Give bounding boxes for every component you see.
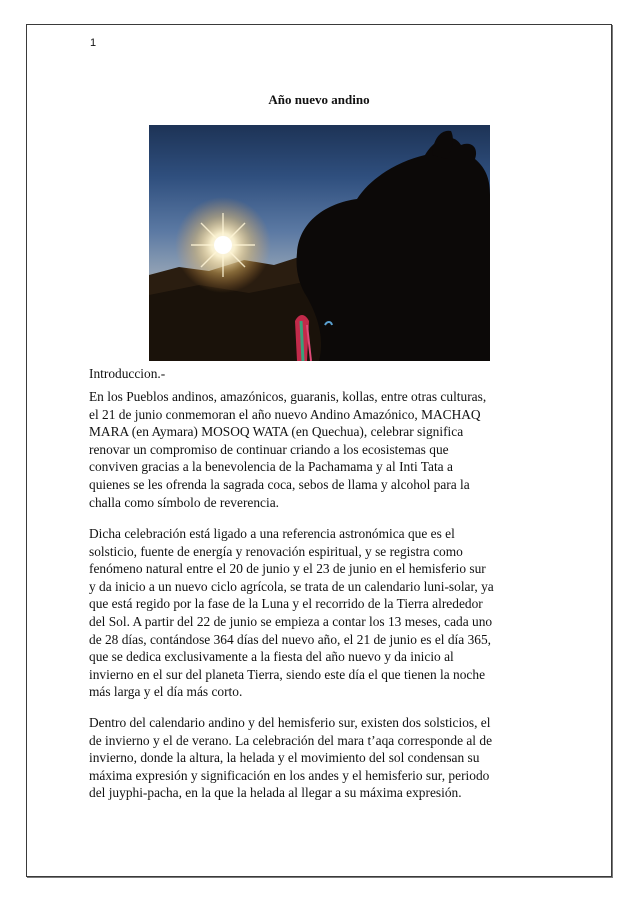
text-line: el 21 de junio conmemoran el año nuevo Andino Amazónico, MACHAQ — [89, 406, 481, 422]
text-line: En los Pueblos andinos, amazónicos, guaranis, kollas, entre otras culturas, — [89, 389, 487, 404]
text-line: conviven gracias a la benevolencia de la Pachamama y al Inti Tata a — [89, 459, 453, 475]
text-line: del Sol. A partir del 22 de junio se empieza a contar los 13 meses, cada uno — [89, 613, 493, 629]
paragraph-3 — [89, 714, 549, 802]
paragraph-2 — [89, 525, 549, 701]
text-line: invierno en el sur del planeta Tierra, siendo este día el que tienen la noche — [89, 666, 486, 682]
text-line: invierno, donde la altura, la helada y el movimiento del sol condensan su — [89, 750, 480, 766]
text-line: de invierno y el de verano. La celebración del mara t’aqa corresponde al de — [89, 732, 493, 748]
text-line: máxima expresión y significación en los andes y el hemisferio sur, periodo — [89, 767, 490, 783]
sunrise-silhouette-hat-photo-icon — [149, 125, 490, 361]
text-line: de 28 días, contándose 364 días del nuevo año, el 21 de junio es el día 365, — [89, 631, 492, 647]
text-line: challa como símbolo de reverencia. — [89, 494, 279, 510]
text-line: quienes se les ofrenda la sagrada coca, sebos de llama y alcohol para la — [89, 476, 470, 492]
text-line: MARA (en Aymara) MOSOQ WATA (en Quechua), celebrar significa — [89, 424, 464, 440]
text-line: fenómeno natural entre el 20 de junio y el 23 de junio en el hemisferio sur — [89, 561, 486, 577]
text-line: más larga y el día más corto. — [89, 684, 243, 700]
page-number: 1 — [90, 37, 97, 49]
text-line: y da inicio a un nuevo ciclo agrícola, se trata de un calendario luni-solar, ya — [89, 578, 494, 594]
text-line: solsticio, fuente de energía y renovación espiritual, y se registra como — [89, 543, 463, 559]
text-line: Dicha celebración está ligado a una referencia astronómica que es el — [89, 526, 455, 541]
text-line: que está regido por la fase de la Luna y el recorrido de la Tierra alrededor — [89, 596, 483, 612]
sunrise-photo — [149, 125, 490, 361]
text-line: que se dedica exclusivamente a la fiesta del año nuevo y da inicio al — [89, 649, 454, 665]
text-line: renovar un compromiso de continuar criando a los ecosistemas que — [89, 441, 449, 457]
text-line: Dentro del calendario andino y del hemisferio sur, existen dos solsticios, el — [89, 715, 491, 730]
text-line: del juyphi-pacha, en la que la helada al llegar a su máxima expresión. — [89, 785, 462, 801]
intro-heading: Introduccion.- — [89, 366, 166, 381]
paragraph-1 — [89, 388, 549, 511]
document-title: Año nuevo andino — [268, 92, 370, 107]
